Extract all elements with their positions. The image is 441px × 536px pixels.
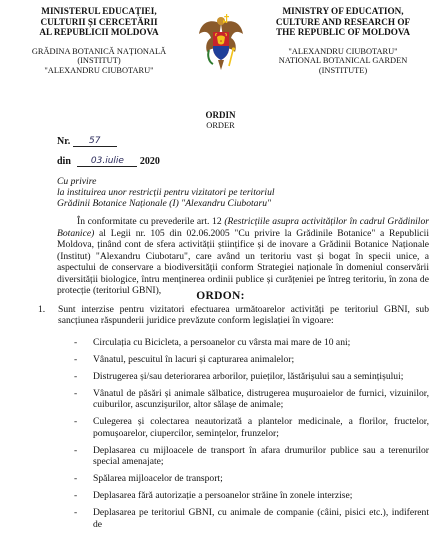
order-title-en: ORDER [206, 121, 235, 130]
ministry-name-en-line2: CULTURE AND RESEARCH OF [275, 16, 411, 27]
institution-ro-line1: GRĂDINA BOTANICĂ NAȚIONALĂ [31, 46, 167, 56]
institution-en-line3: (INSTITUTE) [318, 65, 368, 75]
list-item: - Deplasarea fără autorizație a persoanelor străine în zonele interzise; [74, 490, 353, 502]
order-date [57, 155, 160, 167]
list-item: - Vânatul, pescuitul în lacuri și capturarea animalelor; [74, 354, 295, 365]
ministry-name-en-line1: MINISTRY OF EDUCATION, [282, 6, 404, 16]
order-date-label: din [57, 156, 71, 167]
order-date-value: 03.iulie [90, 156, 124, 166]
institution-en-line1: "ALEXANDRU CIUBOTARU" [288, 46, 398, 56]
list-item: - Spălarea mijloacelor de transport; [74, 473, 223, 485]
order-item-1 [38, 304, 429, 327]
list-item: - Vânatul de păsări și animale sălbatice, distrugerea mușuroaielor de furnici, vizuinilor, cuiburilor, ascunzișurilor, altor sălașe de animale; [74, 388, 429, 411]
list-item: - Circulația cu Bicicleta, a persoanelor cu vârsta mai mare de 10 ani; [74, 337, 351, 348]
ministry-name-ro-line2: CULTURII ȘI CERCETĂRII [40, 16, 158, 27]
subject-line2: la instituirea unor restricții pentru vizitatori pe teritoriul [57, 187, 275, 199]
ministry-name-en-line3: THE REPUBLIC OF MOLDOVA [276, 27, 410, 38]
institution-ro-line2: (INSTITUT) [77, 56, 121, 66]
institution-en-line2: NATIONAL BOTANICAL GARDEN [278, 56, 408, 66]
ordon-heading: ORDON: [196, 290, 245, 302]
order-subject [57, 176, 275, 210]
header-left-ro [14, 6, 184, 76]
intro-part3: al Legii nr. 105 din 02.06.2005 "Cu privire la Grădinile Botanice" a Republicii Moldova, ținând cont de sfera activității științifice și de inovare a Grădinii Botanice Naționale (Institut) "Alexandru Ciubotaru", care având un teritoriu vast și bogat în specii unice, a aspectului de conservare a biodiversității conform Strategiei naționale în domeniul conservării diversității biologice, întru menținerea ordinii publice și curățeniei pe întreg teritoriu, în zona de protecție (teritoriul GBNI), [57, 227, 429, 296]
restrictions-list [74, 337, 429, 536]
institution-name-en [258, 47, 428, 76]
intro-article-title: (Restricțiile asupra activităților în cadrul Grădinilor Botanice) [57, 216, 429, 239]
header-right-en [258, 6, 428, 76]
order-item-number: 1. [38, 304, 46, 315]
order-date-year: 2020 [139, 156, 160, 167]
list-item: - Deplasarea cu mijloacele de transport în afara drumurilor publice sau a terenurilor special amenajate; [74, 444, 429, 468]
order-title-ro: ORDIN [205, 110, 236, 120]
moldova-coat-of-arms-icon [197, 10, 245, 76]
order-number [57, 135, 117, 147]
order-number-value: 57 [89, 136, 101, 146]
order-number-label: Nr. [57, 136, 71, 147]
order-item-text: Sunt interzise pentru vizitatori efectuarea următoarelor activități pe teritoriul GBNI, sub sancțiunea răspunderii juridice prevăzute conform legislației în vigoare: [58, 304, 429, 327]
institution-name-ro [14, 47, 184, 76]
ministry-name-ro-line3: AL REPUBLICII MOLDOVA [39, 27, 159, 38]
intro-paragraph [57, 216, 429, 297]
intro-part1: În conformitate cu prevederile art. 12 [77, 216, 225, 227]
institution-ro-line3: "ALEXANDRU CIUBOTARU" [44, 65, 154, 75]
subject-line1: Cu privire [57, 176, 97, 187]
ministry-name-ro-line1: MINISTERUL EDUCAȚIEI, [41, 6, 157, 16]
list-item: - Deplasarea pe teritoriul GBNI, cu animale de companie (câini, pisici etc.), indiferent de [74, 507, 429, 530]
list-item: - Culegerea și colectarea neautorizată a plantelor medicinale, a florilor, fructelor, pomușoarelor, ciupercilor, semințelor, frunzelor; [74, 416, 429, 439]
subject-line3: Grădinii Botanice Naționale (I) "Alexandru Ciubotaru" [57, 198, 272, 210]
list-item: - Distrugerea și/sau deteriorarea arborilor, puieților, lăstărișului sau a semințișului; [74, 371, 404, 382]
